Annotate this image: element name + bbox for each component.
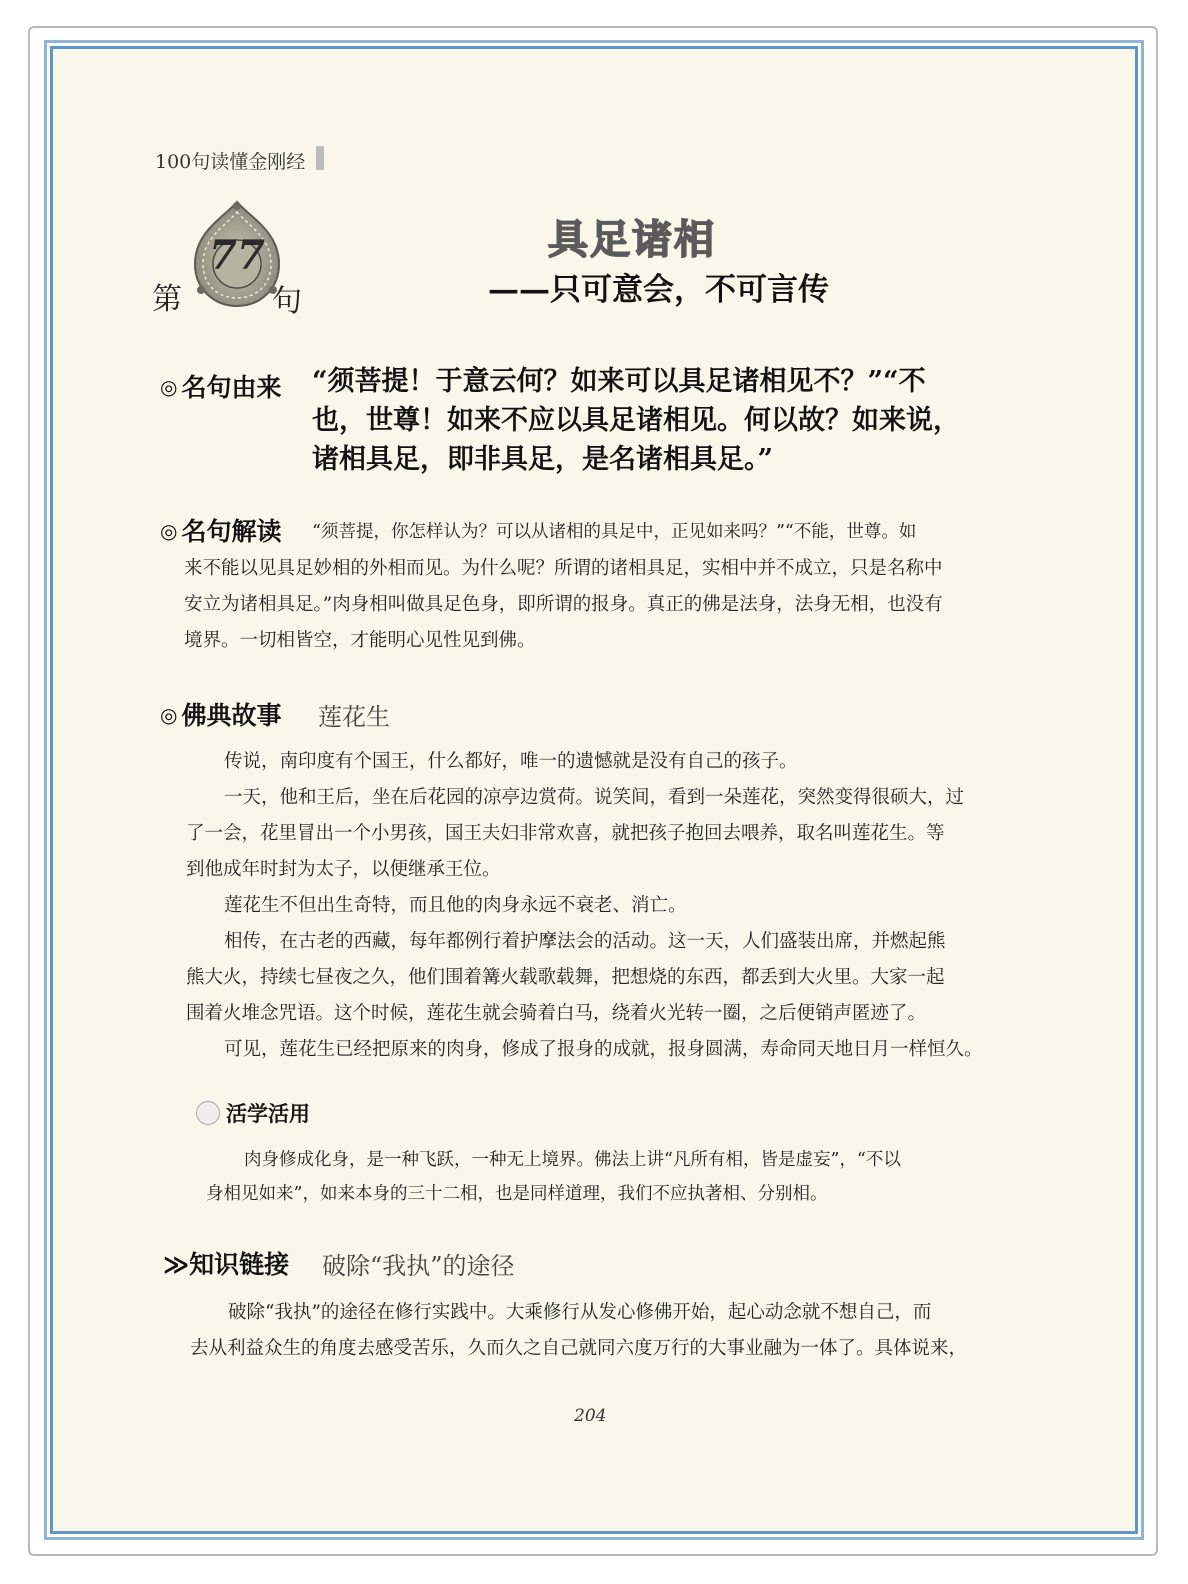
story-line: 熊大火，持续七昼夜之久，他们围着篝火载歌载舞，把想烧的东西，都丢到大火里。大家一起 (186, 967, 945, 988)
origin-mark-icon: ◎ (160, 375, 178, 399)
application-line: 肉身修成化身，是一种飞跃，一种无上境界。佛法上讲“凡所有相，皆是虚妄”，“不以 (244, 1150, 901, 1170)
knowledge-heading-text: 知识链接 (189, 1250, 290, 1279)
story-line: 可见，莲花生已经把原来的肉身，修成了报身的成就，报身圆满，寿命同天地日月一样恒久。 (224, 1039, 983, 1060)
story-mark-icon: ◎ (160, 703, 178, 727)
story-line: 传说，南印度有个国王，什么都好，唯一的遗憾就是没有自己的孩子。 (224, 751, 798, 772)
origin-heading-text: 名句由来 (181, 373, 282, 402)
story-line: 了一会，花里冒出一个小男孩，国王夫妇非常欢喜，就把孩子抱回去喂养，取名叫莲花生。等 (186, 823, 945, 844)
story-heading-text: 佛典故事 (181, 701, 282, 730)
application-heading-text: 活学活用 (226, 1102, 310, 1126)
application-heading (196, 1098, 310, 1128)
story-heading (160, 696, 281, 732)
story-line: 莲花生不但出生奇特，而且他的肉身永远不衰老、消亡。 (224, 895, 687, 916)
chapter-subtitle: ——只可意会，不可言传 (488, 272, 829, 308)
application-dot-icon (196, 1101, 220, 1125)
chapter-number: 77 (209, 232, 265, 279)
running-head: 100句读懂金刚经 (155, 151, 306, 173)
chapter-title: 具足诸相 (548, 216, 716, 263)
knowledge-heading (163, 1245, 289, 1281)
quote-line: “须菩提！于意云何？如来可以具足诸相见不？”“不 (312, 366, 926, 397)
page-number: 204 (574, 1406, 607, 1426)
interpretation-heading-text: 名句解读 (181, 517, 282, 546)
double-chevron-icon: ≫ (163, 1250, 190, 1279)
story-line: 一天，他和王后，坐在后花园的凉亭边赏荷。说笑间，看到一朵莲花，突然变得很硕大，过 (224, 787, 965, 808)
knowledge-line: 破除“我执”的途径在修行实践中。大乘修行从发心修佛开始，起心动念就不想自己，而 (228, 1302, 932, 1323)
story-line: 到他成年时封为太子，以便继承王位。 (186, 859, 501, 880)
story-title: 莲花生 (318, 703, 390, 731)
interpretation-line: “须菩提，你怎样认为？可以从诸相的具足中，正见如来吗？”“不能，世尊。如 (312, 522, 917, 542)
interpretation-mark-icon: ◎ (160, 519, 178, 543)
interpretation-line: 来不能以见具足妙相的外相而见。为什么呢？所谓的诸相具足，实相中并不成立，只是名称中 (184, 558, 943, 579)
story-line: 相传，在古老的西藏，每年都例行着护摩法会的活动。这一天，人们盛装出席，并燃起熊 (224, 931, 946, 952)
chapter-suffix: 句 (272, 284, 302, 319)
quote-line: 诸相具足，即非具足，是名诸相具足。” (312, 444, 774, 475)
origin-quote (312, 362, 988, 479)
quote-line: 也，世尊！如来不应以具足诸相见。何以故？如来说， (312, 405, 960, 436)
interpretation-line: 安立为诸相具足。”肉身相叫做具足色身，即所谓的报身。真正的佛是法身，法身无相，也没有 (184, 594, 943, 615)
interpretation-heading (160, 512, 281, 548)
interpretation-line: 境界。一切相皆空，才能明心见性见到佛。 (184, 630, 536, 651)
application-line: 身相见如来”，如来本身的三十二相，也是同样道理，我们不应执著相、分别相。 (206, 1184, 828, 1204)
story-line: 围着火堆念咒语。这个时候，莲花生就会骑着白马，绕着火光转一圈，之后便销声匿迹了。 (186, 1003, 927, 1024)
knowledge-line: 去从利益众生的角度去感受苦乐，久而久之自己就同六度万行的大事业融为一体了。具体说来， (190, 1338, 968, 1359)
running-head-marker (316, 146, 324, 170)
chapter-prefix: 第 (152, 282, 182, 317)
knowledge-title: 破除“我执”的途径 (322, 1252, 515, 1280)
origin-heading (160, 368, 281, 404)
